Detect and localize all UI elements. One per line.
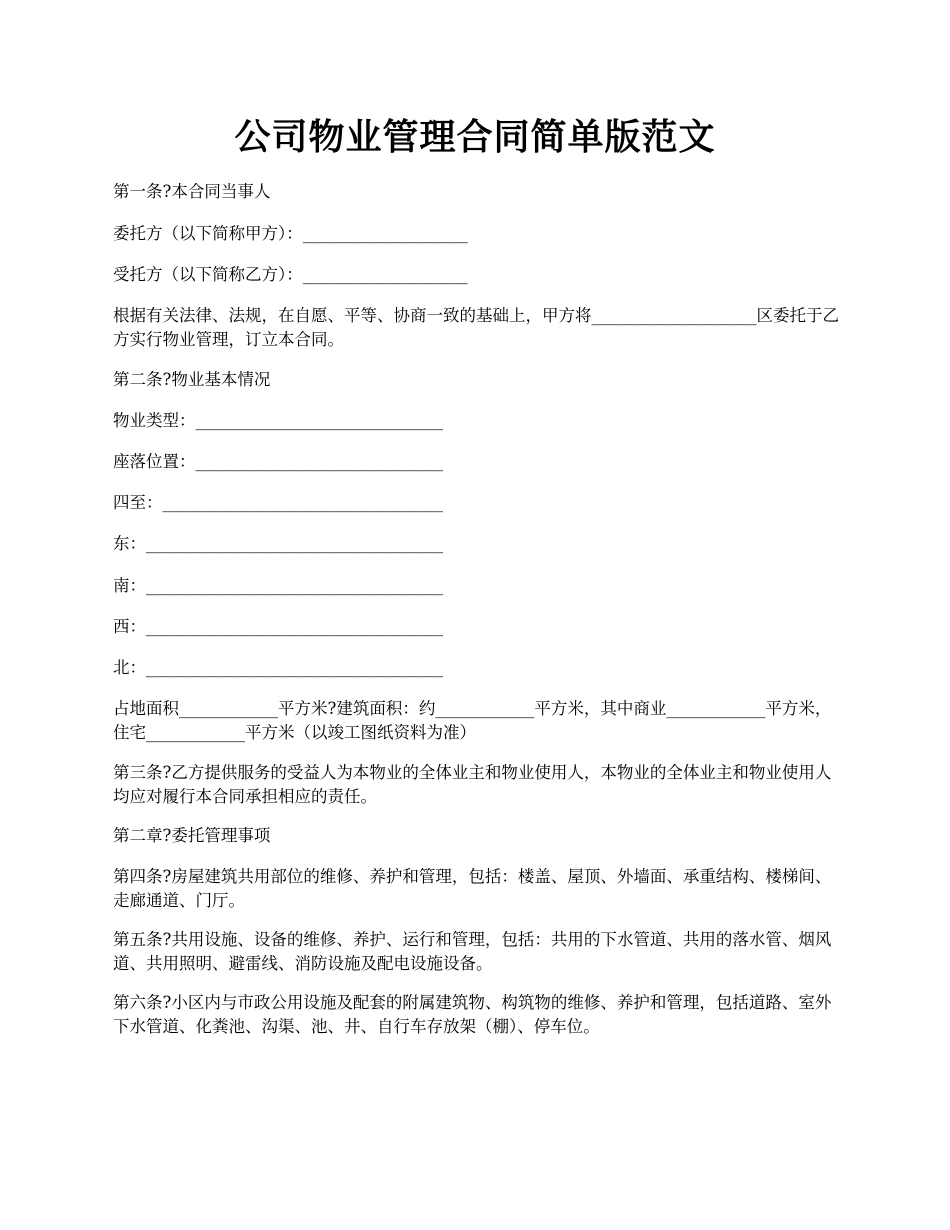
paragraph-article-1-heading: 第一条?本合同当事人 bbox=[113, 182, 271, 201]
paragraph-article-6: 第六条?小区内与市政公用设施及配套的附属建筑物、构筑物的维修、养护和管理，包括道路、室外下水管道、化粪池、沟渠、池、井、自行车存放架（棚）、停车位。 bbox=[113, 993, 832, 1036]
paragraph-west: 西：____________________________________ bbox=[113, 617, 443, 636]
paragraph-party-b: 受托方（以下简称乙方）：____________________ bbox=[113, 265, 468, 284]
paragraph-article-5: 第五条?共用设施、设备的维修、养护、运行和管理，包括：共用的下水管道、共用的落水管、烟风道、共用照明、避雷线、消防设施及配电设施设备。 bbox=[113, 930, 832, 973]
paragraph-location: 座落位置：______________________________ bbox=[113, 452, 443, 471]
paragraph-boundaries: 四至：__________________________________ bbox=[113, 493, 443, 512]
paragraph-article-2-heading: 第二条?物业基本情况 bbox=[113, 370, 271, 389]
paragraph-chapter-2-heading: 第二章?委托管理事项 bbox=[113, 826, 271, 845]
paragraph-east: 东：____________________________________ bbox=[113, 534, 443, 553]
paragraph-property-type: 物业类型：______________________________ bbox=[113, 411, 443, 430]
paragraph-south: 南：____________________________________ bbox=[113, 576, 443, 595]
paragraph-article-3: 第三条?乙方提供服务的受益人为本物业的全体业主和物业使用人，本物业的全体业主和物业使用人均应对履行本合同承担相应的责任。 bbox=[113, 763, 832, 806]
paragraph-party-a: 委托方（以下简称甲方）：____________________ bbox=[113, 224, 468, 243]
paragraph-north: 北：____________________________________ bbox=[113, 658, 443, 677]
document-title: 公司物业管理合同简单版范文 bbox=[234, 116, 716, 158]
paragraph-preamble: 根据有关法律、法规，在自愿、平等、协商一致的基础上，甲方将____________________区委托于乙方实行物业管理，订立本合同。 bbox=[113, 306, 839, 349]
paragraph-area: 占地面积____________平方米?建筑面积：约____________平方米，其中商业____________平方米，住宅____________平方米（以竣工图纸资料为准） bbox=[113, 699, 832, 742]
paragraph-article-4: 第四条?房屋建筑共用部位的维修、养护和管理，包括：楼盖、屋顶、外墙面、承重结构、楼梯间、走廊通道、门厅。 bbox=[113, 867, 832, 910]
